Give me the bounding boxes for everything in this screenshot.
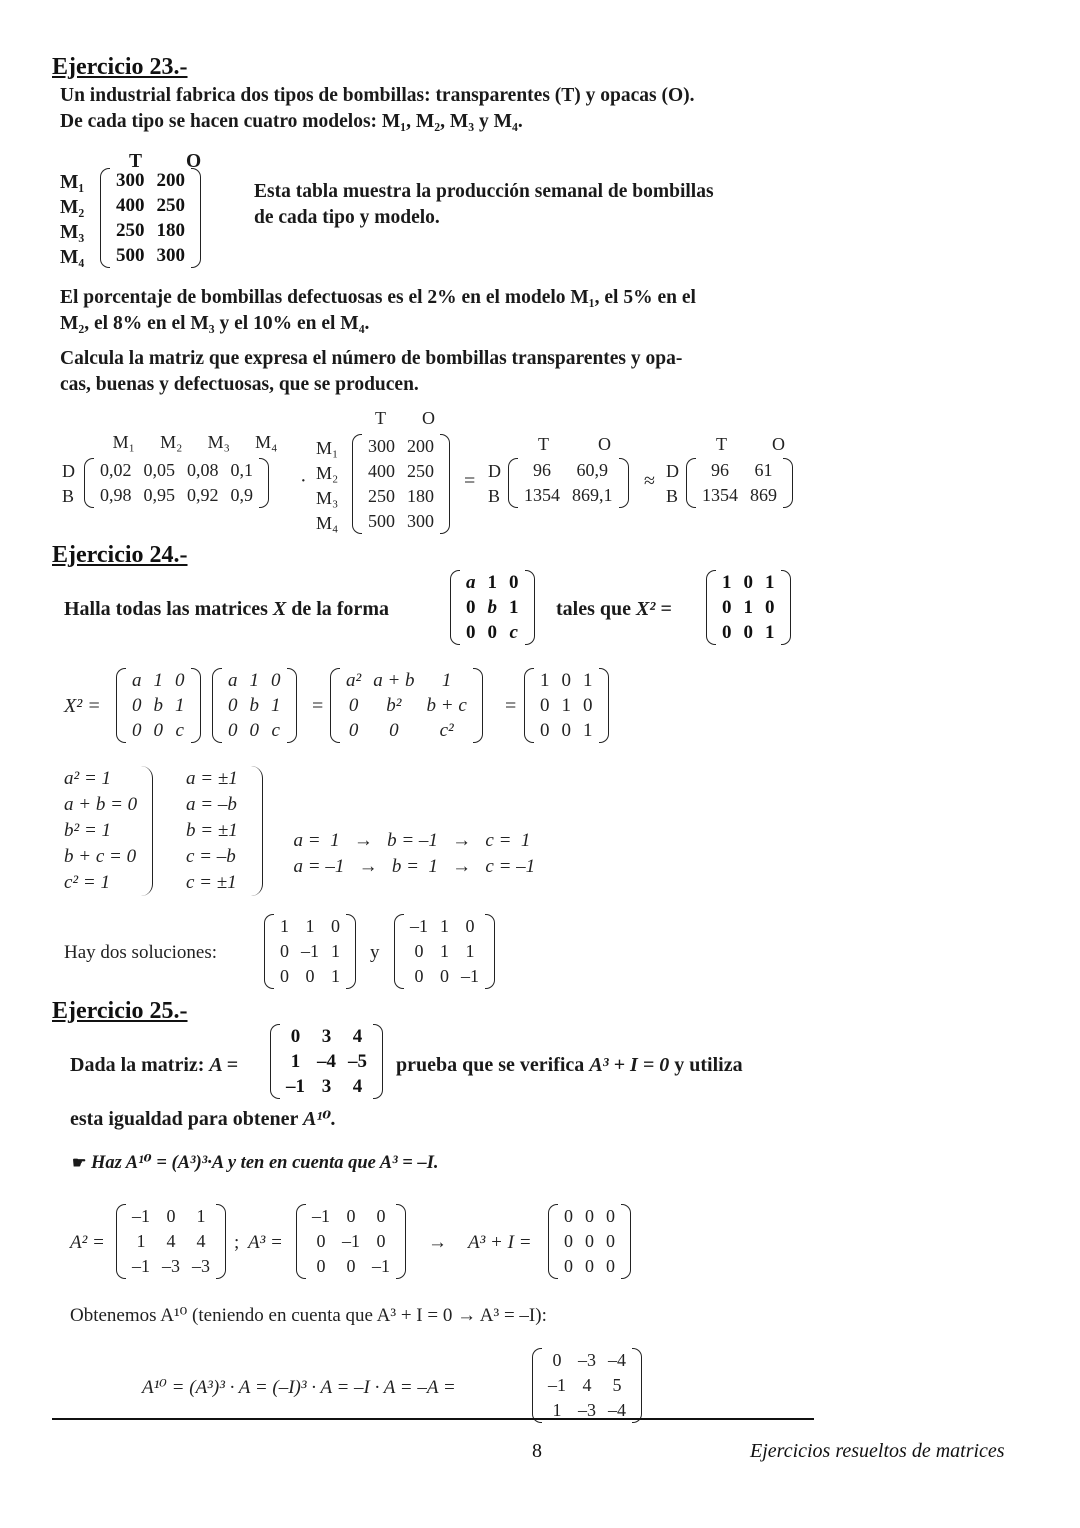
cell: b: [487, 597, 497, 618]
ex23-ask-line2: cas, buenas y defectuosas, que se producen.: [60, 374, 419, 395]
cell: 0: [153, 720, 163, 741]
cell: –4: [608, 1350, 626, 1370]
approx-sign: ≈: [644, 470, 655, 492]
cell: 0,02: [100, 460, 132, 480]
ex23-statement-line2: De cada tipo se hacen cuatro modelos: M₁, M₂, M₃ y M₄.: [60, 111, 523, 132]
row-label: M₄: [60, 247, 85, 268]
cell: 60,9: [576, 460, 608, 480]
ex23-table-desc-2: de cada tipo y modelo.: [254, 207, 440, 228]
cell: –1: [286, 1076, 305, 1097]
cell: –1: [132, 1256, 150, 1276]
cell: 0: [487, 622, 497, 643]
result-col-o: O: [598, 434, 611, 454]
cell: 0: [765, 597, 775, 618]
rounded-matrix: [686, 458, 793, 508]
cell: 4: [352, 1076, 363, 1097]
cell: 1: [509, 597, 519, 618]
cell: 0: [722, 622, 732, 643]
case-part: c = 1: [485, 830, 531, 851]
a3i-label: A³ + I =: [468, 1232, 532, 1253]
equals-sign: =: [464, 470, 476, 492]
cell: 0: [316, 1231, 326, 1251]
cell: 0: [509, 572, 519, 593]
cell: c: [175, 720, 184, 741]
cell: 1: [331, 966, 340, 986]
col-label: M₁: [112, 432, 135, 452]
arrow-icon: →: [428, 1232, 447, 1253]
cell: 0: [305, 966, 315, 986]
cell: 0,9: [230, 485, 253, 505]
and-word: y: [370, 942, 380, 963]
cell: 300: [116, 170, 145, 191]
cell: 0: [552, 1350, 562, 1370]
ex25-hint: [72, 1150, 439, 1177]
equals-sign: =: [312, 695, 324, 717]
cell: 1: [175, 695, 185, 716]
cell: 1: [153, 670, 163, 691]
cell: 0: [280, 966, 289, 986]
stmt-text: Dada la matriz:: [70, 1054, 205, 1076]
cell: 0: [249, 720, 259, 741]
ex23-defect-line1: El porcentaje de bombillas defectuosas es el 2% en el modelo M₁, el 5% en el: [60, 287, 696, 308]
cell: 0: [316, 1256, 326, 1276]
cell: 4: [196, 1231, 206, 1251]
cell: c: [271, 720, 280, 741]
cell: 96: [711, 460, 729, 480]
cell: –1: [312, 1206, 330, 1226]
cell: 1: [765, 622, 775, 643]
x-matrix-1: [116, 668, 201, 743]
cell: 250: [116, 220, 145, 241]
cell: 0: [346, 1256, 356, 1276]
a3-label: A³ =: [248, 1232, 283, 1253]
cell: –3: [578, 1400, 596, 1420]
cell: –1: [548, 1375, 566, 1395]
cell: 0: [414, 941, 424, 961]
cell: –4: [608, 1400, 626, 1420]
cell: 0: [132, 720, 142, 741]
cell: 200: [156, 170, 185, 191]
cell: 1: [552, 1400, 562, 1420]
cell: 0: [606, 1231, 615, 1251]
cell: 0: [271, 670, 281, 691]
target-matrix: [706, 570, 791, 645]
row-label: M₃: [316, 488, 339, 508]
cell: 0: [564, 1256, 573, 1276]
cell: 0: [722, 597, 732, 618]
cell: 300: [156, 245, 185, 266]
case-arrow: →: [358, 856, 378, 877]
a3-matrix: [296, 1204, 406, 1279]
cell: 1354: [702, 485, 738, 505]
cell: –3: [192, 1256, 210, 1276]
equation: c² = 1: [64, 872, 110, 893]
cell: –5: [348, 1051, 367, 1072]
stmt-eq: A³ + I = 0: [589, 1054, 670, 1076]
cell: –1: [132, 1206, 150, 1226]
cell: 1: [722, 572, 732, 593]
cell: a: [132, 670, 142, 691]
cell: 1: [465, 941, 475, 961]
footer-title: Ejercicios resueltos de matrices: [750, 1440, 1005, 1462]
cell: 0: [743, 572, 753, 593]
cell: a: [228, 670, 238, 691]
cell: 0: [228, 720, 238, 741]
cell: –1: [372, 1256, 390, 1276]
production-matrix-solution: [352, 434, 450, 534]
cell: 0: [376, 1206, 386, 1226]
cell: c²: [439, 720, 454, 741]
footer-rule: [52, 1418, 814, 1420]
cell: 250: [407, 461, 434, 481]
row-label: D: [666, 461, 679, 481]
cell: –1: [461, 966, 479, 986]
col-label: M₃: [207, 432, 230, 452]
row-label: B: [62, 486, 75, 506]
rounded-col-t: T: [716, 434, 727, 454]
solution-matrix-1: [264, 914, 356, 989]
dot-operator: ·: [300, 470, 307, 492]
cell: b²: [386, 695, 402, 716]
cell: 1: [540, 670, 550, 691]
cell: 1: [561, 695, 571, 716]
cell: 0: [280, 941, 289, 961]
stmt-x: X: [272, 598, 287, 620]
stmt-x2: X² =: [636, 598, 672, 620]
equals-sign: =: [505, 695, 517, 717]
cell: 0: [465, 916, 475, 936]
implication: c = –b: [186, 846, 236, 867]
cell: 61: [754, 460, 773, 480]
ex23-sol-model-labels: [316, 436, 338, 536]
cell: 1: [765, 572, 775, 593]
row-label: M₂: [316, 463, 339, 483]
cell: 300: [407, 511, 434, 531]
cell: 4: [582, 1375, 592, 1395]
rounded-col-o: O: [772, 434, 785, 454]
implication: c = ±1: [186, 872, 237, 893]
cell: 1: [305, 916, 315, 936]
a2-matrix: [116, 1204, 226, 1279]
page-number: 8: [532, 1440, 542, 1462]
cell: 1: [290, 1051, 301, 1072]
a2-label: A² =: [70, 1232, 105, 1253]
ex23-ask-line1: Calcula la matriz que expresa el número de bombillas transparentes y opa-: [60, 348, 683, 369]
cell: 1: [583, 670, 593, 691]
ex25-statement-a: [70, 1052, 238, 1079]
cell: 0: [166, 1206, 176, 1226]
row-label: M₁: [316, 438, 339, 458]
ex23-sol-col-o: O: [422, 408, 435, 428]
cell: 500: [116, 245, 145, 266]
cell: 1: [136, 1231, 146, 1251]
cell: –3: [162, 1256, 180, 1276]
cell: 1: [743, 597, 753, 618]
result-col-t: T: [538, 434, 549, 454]
cell: 0: [376, 1231, 386, 1251]
cell: 96: [533, 460, 551, 480]
case-part: b = 1: [391, 856, 438, 877]
cell: 180: [407, 486, 434, 506]
cell: b + c: [426, 695, 467, 716]
hand-pointer-icon: ☛: [72, 1155, 87, 1172]
row-label: M₂: [60, 197, 85, 218]
cell: 0: [540, 695, 550, 716]
cell: a²: [346, 670, 362, 691]
cell: 0: [583, 695, 593, 716]
cell: 1: [271, 695, 281, 716]
cell: 0: [348, 720, 359, 741]
cell: 4: [166, 1231, 176, 1251]
cell: 400: [116, 195, 145, 216]
cell: 0: [743, 622, 753, 643]
cell: 0: [175, 670, 185, 691]
cell: 250: [368, 486, 395, 506]
cell: 0: [466, 597, 476, 618]
ex23-defect-line2: M₂, el 8% en el M₃ y el 10% en el M₄.: [60, 313, 370, 334]
ex23-table-desc-1: Esta tabla muestra la producción semanal de bombillas: [254, 181, 714, 202]
cell: 180: [156, 220, 185, 241]
form-matrix: [450, 570, 535, 645]
cell: 1: [583, 720, 593, 741]
cell: –1: [410, 916, 428, 936]
zero-matrix: [548, 1204, 631, 1279]
col-label: M₄: [255, 432, 278, 452]
result-matrix: [508, 458, 629, 508]
cell: 0,98: [100, 485, 132, 505]
implication: a = –b: [186, 794, 237, 815]
cell: 300: [368, 436, 395, 456]
ex23-statement-line1: Un industrial fabrica dos tipos de bombillas: transparentes (T) y opacas (O).: [60, 85, 695, 106]
cell: 1: [440, 941, 449, 961]
row-label: M₁: [60, 172, 85, 193]
cell: 3: [321, 1076, 332, 1097]
cell: 0: [132, 695, 142, 716]
equation-system: [64, 766, 153, 896]
neg-a-matrix: [532, 1348, 642, 1423]
ex25-heading: Ejercicio 25.-: [52, 998, 188, 1024]
solutions-label: Hay dos soluciones:: [64, 942, 218, 963]
case-part: a = –1: [293, 856, 345, 877]
stmt-text: Halla todas las matrices: [64, 598, 268, 620]
case-part: c = –1: [485, 856, 536, 877]
ex23-sol-col-t: T: [375, 408, 386, 428]
cell: –4: [317, 1051, 336, 1072]
cell: 0: [228, 695, 238, 716]
product-matrix: [330, 668, 483, 743]
cell: b: [153, 695, 163, 716]
cell: 1: [331, 941, 340, 961]
cell: 4: [352, 1026, 363, 1047]
row-label: M₃: [60, 222, 85, 243]
row-label: D: [62, 461, 75, 481]
cell: a: [466, 572, 476, 593]
cell: –3: [578, 1350, 596, 1370]
cell: a + b: [373, 670, 415, 691]
case-2: [284, 834, 535, 878]
cell: 0,05: [143, 460, 175, 480]
cell: 0,1: [230, 460, 253, 480]
col-label: M₂: [160, 432, 183, 452]
implied-values: [186, 766, 263, 896]
cell: b: [249, 695, 259, 716]
implication: b = ±1: [186, 820, 238, 841]
production-matrix: [100, 168, 201, 268]
separator: ;: [234, 1232, 240, 1253]
row-label: D: [488, 461, 501, 481]
row-label: B: [666, 486, 679, 506]
ex25-statement-b: [396, 1052, 743, 1079]
case-part: b = –1: [387, 830, 438, 851]
cell: 0: [564, 1206, 573, 1226]
stmt-text: de la forma: [291, 598, 389, 620]
cell: 0: [606, 1256, 615, 1276]
equation: b² = 1: [64, 820, 112, 841]
cell: 1: [441, 670, 452, 691]
ex23-row-labels: [60, 170, 84, 270]
cell: 0: [331, 916, 340, 936]
x2-label: X² =: [64, 695, 101, 717]
row-label: B: [488, 486, 501, 506]
cell: 400: [368, 461, 395, 481]
implication: a = ±1: [186, 768, 238, 789]
a-label: A =: [209, 1054, 239, 1076]
cell: 500: [368, 511, 395, 531]
cell: 250: [156, 195, 185, 216]
cell: 0,95: [143, 485, 175, 505]
result-row-labels: [488, 459, 501, 509]
ex23-col-label-o: O: [186, 151, 202, 172]
equation: b + c = 0: [64, 846, 137, 867]
a-matrix: [270, 1024, 383, 1099]
obtain-line: Obtenemos A¹⁰ (teniendo en cuenta que A³ + I = 0 → A³ = –I):: [70, 1305, 547, 1326]
cell: 200: [407, 436, 434, 456]
hint-text: Haz A¹⁰ = (A³)³·A y ten en cuenta que A³ = –I.: [90, 1153, 439, 1173]
ex25-statement-c: [70, 1106, 336, 1133]
cell: 3: [321, 1026, 332, 1047]
cell: 0: [440, 966, 449, 986]
cell: 0: [606, 1206, 615, 1226]
ex23-col-label-t: T: [129, 151, 143, 172]
case-arrow: →: [452, 856, 472, 877]
cell: 0: [585, 1256, 594, 1276]
cell: 1354: [524, 485, 560, 505]
case-arrow: →: [452, 830, 472, 851]
final-expression: A¹⁰ = (A³)³ · A = (–I)³ · A = –I · A = –A =: [142, 1377, 456, 1398]
cell: 0: [540, 720, 550, 741]
cell: 0: [585, 1206, 594, 1226]
cell: 869: [750, 485, 777, 505]
case-arrow: →: [353, 830, 373, 851]
cell: 1: [440, 916, 449, 936]
cell: –1: [301, 941, 319, 961]
cell: 0: [348, 695, 359, 716]
stmt-text: esta igualdad para obtener: [70, 1108, 298, 1130]
ex23-heading: Ejercicio 23.-: [52, 54, 188, 80]
ex23-sol-col-labels: [100, 432, 290, 453]
cell: 1: [280, 916, 289, 936]
stmt-text: tales que: [556, 598, 631, 620]
cell: 0: [389, 720, 399, 741]
cell: 0: [585, 1231, 594, 1251]
rounded-row-labels: [666, 459, 679, 509]
cell: 5: [612, 1375, 622, 1395]
solution-matrix-2: [394, 914, 495, 989]
ex23-sol-row-labels: [62, 459, 75, 509]
cell: 869,1: [572, 485, 613, 505]
cell: 1: [249, 670, 259, 691]
cell: 0: [346, 1206, 356, 1226]
ex24-statement-b: [556, 596, 672, 623]
ex24-heading: Ejercicio 24.-: [52, 542, 188, 568]
cell: c: [509, 622, 518, 643]
case-part: a = 1: [293, 830, 340, 851]
stmt-a10: A¹⁰.: [302, 1108, 337, 1130]
cell: 1: [196, 1206, 206, 1226]
row-label: M₄: [316, 513, 339, 533]
stmt-text: prueba que se verifica: [396, 1054, 585, 1076]
cell: 0: [564, 1231, 573, 1251]
cell: 0: [561, 720, 571, 741]
x-matrix-2: [212, 668, 297, 743]
cell: 0: [414, 966, 424, 986]
cell: 0,08: [187, 460, 219, 480]
cell: 0: [561, 670, 571, 691]
cell: –1: [342, 1231, 360, 1251]
equation: a + b = 0: [64, 794, 138, 815]
cell: 0: [466, 622, 476, 643]
percentage-matrix: [84, 458, 269, 508]
cell: 1: [487, 572, 497, 593]
cell: 0,92: [187, 485, 219, 505]
identity-matrix: [524, 668, 609, 743]
ex24-statement-a: [64, 596, 389, 623]
equation: a² = 1: [64, 768, 112, 789]
cell: 0: [290, 1026, 301, 1047]
stmt-text: y utiliza: [674, 1054, 743, 1076]
